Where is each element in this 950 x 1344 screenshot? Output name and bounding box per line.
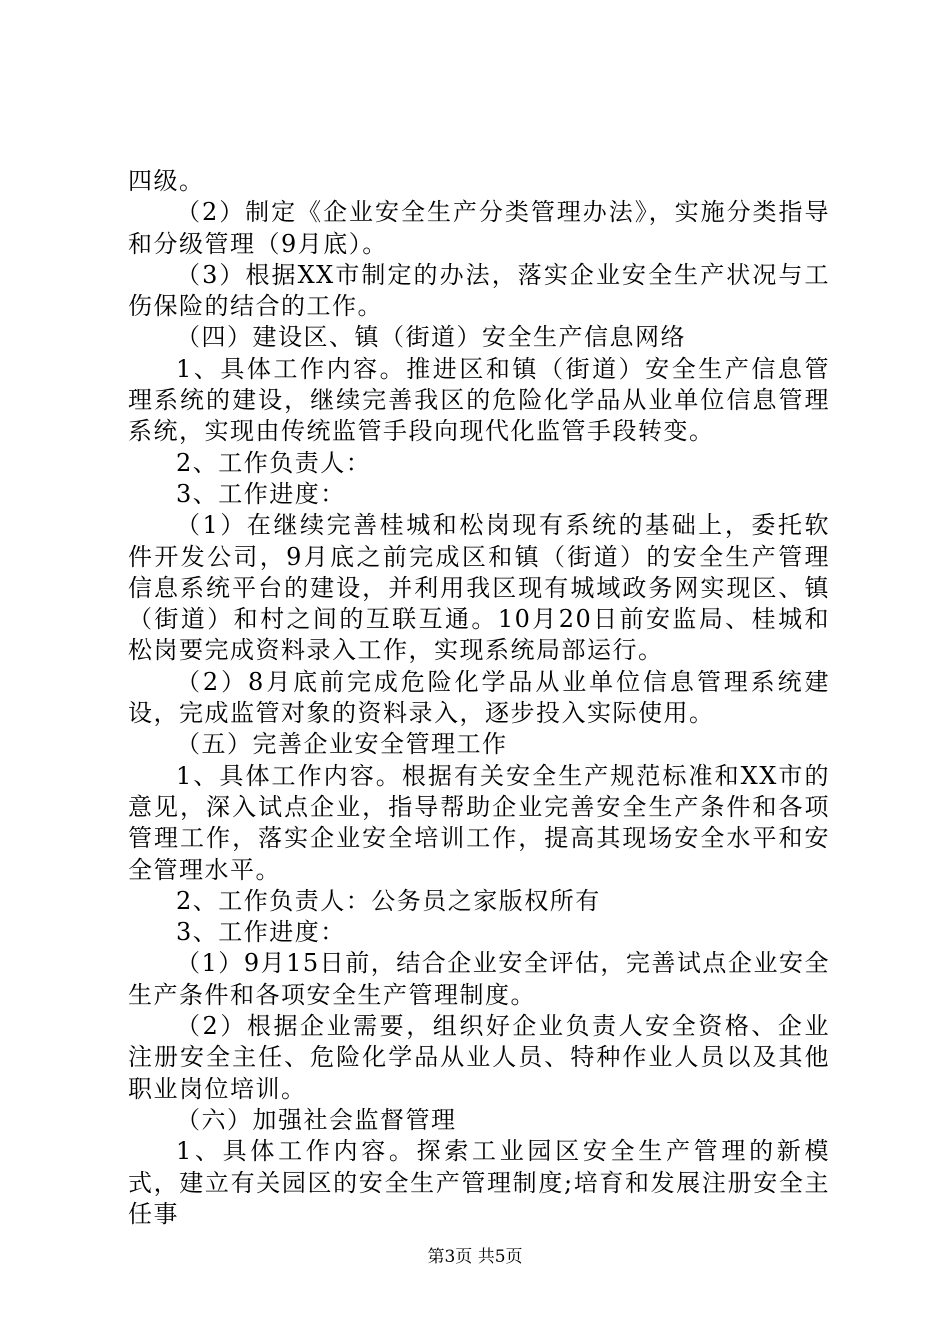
paragraph: 3、工作进度：	[176, 918, 346, 947]
section-heading: （六）加强社会监督管理	[176, 1105, 457, 1134]
paragraph: 3、工作进度：	[176, 479, 346, 508]
paragraph: 四级。	[128, 167, 205, 195]
section-heading: （五）完善企业安全管理工作	[176, 730, 508, 759]
paragraph: 1、具体工作内容。根据有关安全生产规范标准和XX市的意见，深入试点企业，指导帮助企业完善安全生产条件和各项管理工作，落实企业安全培训工作，提高其现场安全水平和安全管理水平。	[128, 761, 830, 884]
paragraph: 2、工作负责人：	[176, 448, 372, 477]
section-heading: （四）建设区、镇（街道）安全生产信息网络	[176, 323, 686, 352]
page-number-footer: 第3页 共5页	[427, 1247, 523, 1267]
paragraph: （2）8月底前完成危险化学品从业单位信息管理系统建设，完成监管对象的资料录入，逐步投入实际使用。	[128, 667, 830, 728]
paragraph: （2）根据企业需要，组织好企业负责人安全资格、企业注册安全主任、危险化学品从业人员、特种作业人员以及其他职业岗位培训。	[128, 1012, 830, 1103]
paragraph: （1）在继续完善桂城和松岗现有系统的基础上，委托软件开发公司，9月底之前完成区和镇（街道）的安全生产管理信息系统平台的建设，并利用我区现有城域政务网实现区、镇（街道）和村之间的互联互通。10月20日前安监局、桂城和松岗要完成资料录入工作，实现系统局部运行。	[128, 511, 830, 665]
paragraph: （3）根据XX市制定的办法，落实企业安全生产状况与工伤保险的结合的工作。	[128, 260, 830, 321]
paragraph: 2、工作负责人：公务员之家版权所有	[176, 886, 601, 915]
document-body	[128, 166, 830, 1230]
paragraph: （1）9月15日前，结合企业安全评估，完善试点企业安全生产条件和各项安全生产管理制度。	[128, 949, 830, 1009]
paragraph: 1、具体工作内容。推进区和镇（街道）安全生产信息管理系统的建设，继续完善我区的危险化学品从业单位信息管理系统，实现由传统监管手段向现代化监管手段转变。	[128, 354, 830, 446]
paragraph: 1、具体工作内容。探索工业园区安全生产管理的新模式，建立有关园区的安全生产管理制度;培育和发展注册安全主任事	[128, 1137, 830, 1228]
paragraph: （2）制定《企业安全生产分类管理办法》，实施分类指导和分级管理（9月底）。	[128, 198, 830, 258]
